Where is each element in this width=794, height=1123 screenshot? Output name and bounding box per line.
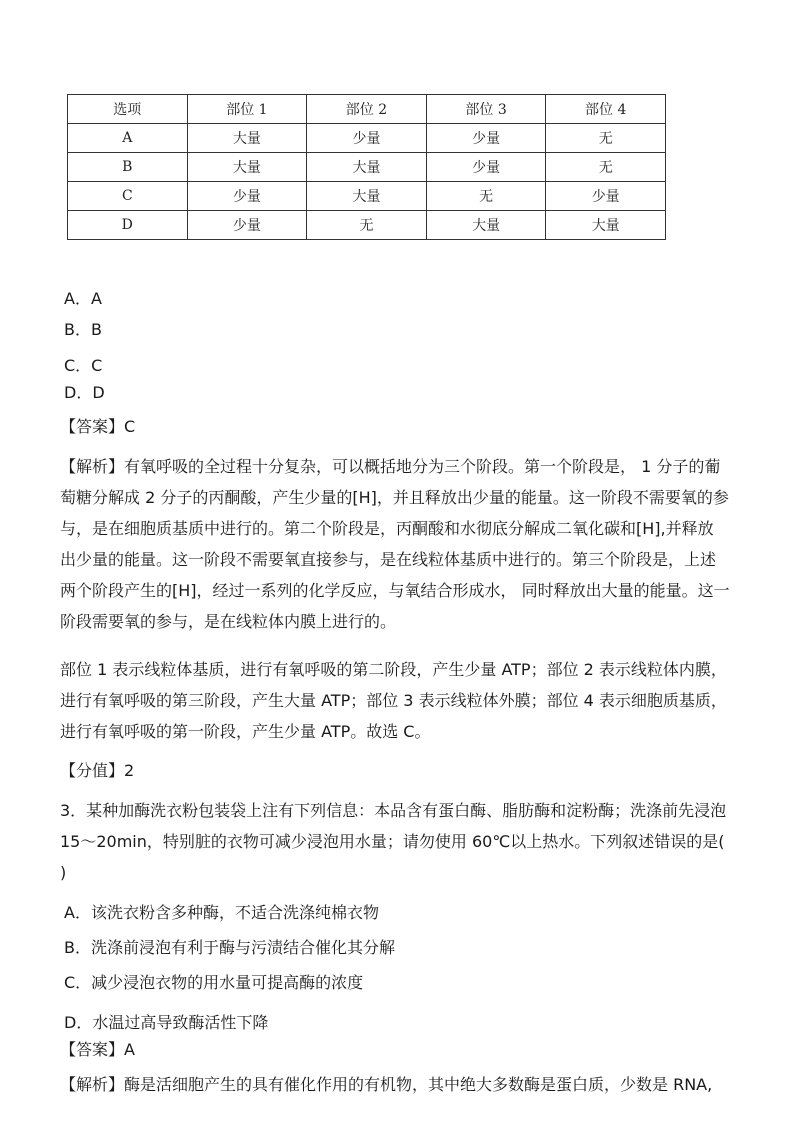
table-cell: 大量 [187,153,307,182]
table-row [68,211,666,240]
table-cell: 大量 [307,153,427,182]
explain-line: 进行有氧呼吸的第一阶段，产生少量 ATP。故选 C。 [60,722,431,741]
table-cell: A [68,124,188,153]
table-cell: 少量 [426,153,546,182]
table-cell: 大量 [187,124,307,153]
q3-option-b: B．洗涤前浸泡有利于酶与污渍结合催化其分解 [64,938,395,957]
table-cell: 无 [307,211,427,240]
q2-option-c: C．C [64,356,103,375]
q2-option-d: D．D [64,383,105,402]
table-cell: 无 [546,153,666,182]
explain-line: 部位 1 表示线粒体基质，进行有氧呼吸的第二阶段，产生少量 ATP；部位 2 表示线粒体内膜， [60,660,727,679]
table-row [68,182,666,211]
stem-line: 15～20min，特别脏的衣物可减少浸泡用水量；请勿使用 60℃以上热水。下列叙述错误的是( [60,832,725,851]
analysis-line: 与，是在细胞质基质中进行的。第二个阶段是，丙酮酸和水彻底分解成二氧化碳和[H],并释放 [60,519,714,538]
analysis-line: 两个阶段产生的[H]，经过一系列的化学反应，与氧结合形成水， 同时释放出大量的能量。这一 [60,581,730,600]
q2-option-b: B．B [64,320,102,339]
analysis-line: 阶段需要氧的参与，是在线粒体内膜上进行的。 [60,612,397,631]
q3-answer: 【答案】A [60,1040,135,1059]
header-cell: 部位 3 [426,95,546,124]
table-row [68,124,666,153]
table-cell: B [68,153,188,182]
table-cell: 大量 [426,211,546,240]
q2-option-a: A．A [64,289,102,308]
q2-explanation [60,654,740,747]
q3-option-d: D．水温过高导致酶活性下降 [64,1013,269,1032]
table-cell: C [68,182,188,211]
table-cell: 少量 [187,182,307,211]
q3-option-a: A．该洗衣粉含多种酶，不适合洗涤纯棉衣物 [64,903,379,922]
analysis-line: 出少量的能量。这一阶段不需要氧直接参与，是在线粒体基质中进行的。第三个阶段是，上述 [60,550,717,569]
q3-option-c: C．减少浸泡衣物的用水量可提高酶的浓度 [64,973,364,992]
analysis-line: 萄糖分解成 2 分子的丙酮酸，产生少量的[H]，并且释放出少量的能量。这一阶段不需要氧的参 [60,488,729,507]
table-row [68,153,666,182]
table-cell: D [68,211,188,240]
table-cell: 大量 [307,182,427,211]
header-cell: 部位 4 [546,95,666,124]
stem-line: 3．某种加酶洗衣粉包装袋上注有下列信息：本品含有蛋白酶、脂肪酶和淀粉酶；洗涤前先浸泡 [60,801,727,820]
q3-analysis: 【解析】酶是活细胞产生的具有催化作用的有机物，其中绝大多数酶是蛋白质，少数是 RNA, [60,1075,713,1094]
q2-score: 【分值】2 [60,761,135,780]
table-header-row [68,95,666,124]
explain-line: 进行有氧呼吸的第三阶段，产生大量 ATP；部位 3 表示线粒体外膜；部位 4 表示细胞质基质， [60,691,727,710]
table-cell: 无 [426,182,546,211]
header-cell: 部位 1 [187,95,307,124]
table-cell: 少量 [187,211,307,240]
stem-line: ) [60,863,67,882]
table-cell: 少量 [307,124,427,153]
q3-stem [60,795,740,888]
options-table [67,94,666,240]
table-cell: 无 [546,124,666,153]
q2-analysis [60,451,740,637]
analysis-line: 【解析】有氧呼吸的全过程十分复杂，可以概括地分为三个阶段。第一个阶段是， 1 分子的葡 [60,457,721,476]
q2-answer: 【答案】C [60,417,136,436]
table-cell: 大量 [546,211,666,240]
header-cell: 部位 2 [307,95,427,124]
header-cell: 选项 [68,95,188,124]
table-cell: 少量 [546,182,666,211]
table-cell: 少量 [426,124,546,153]
